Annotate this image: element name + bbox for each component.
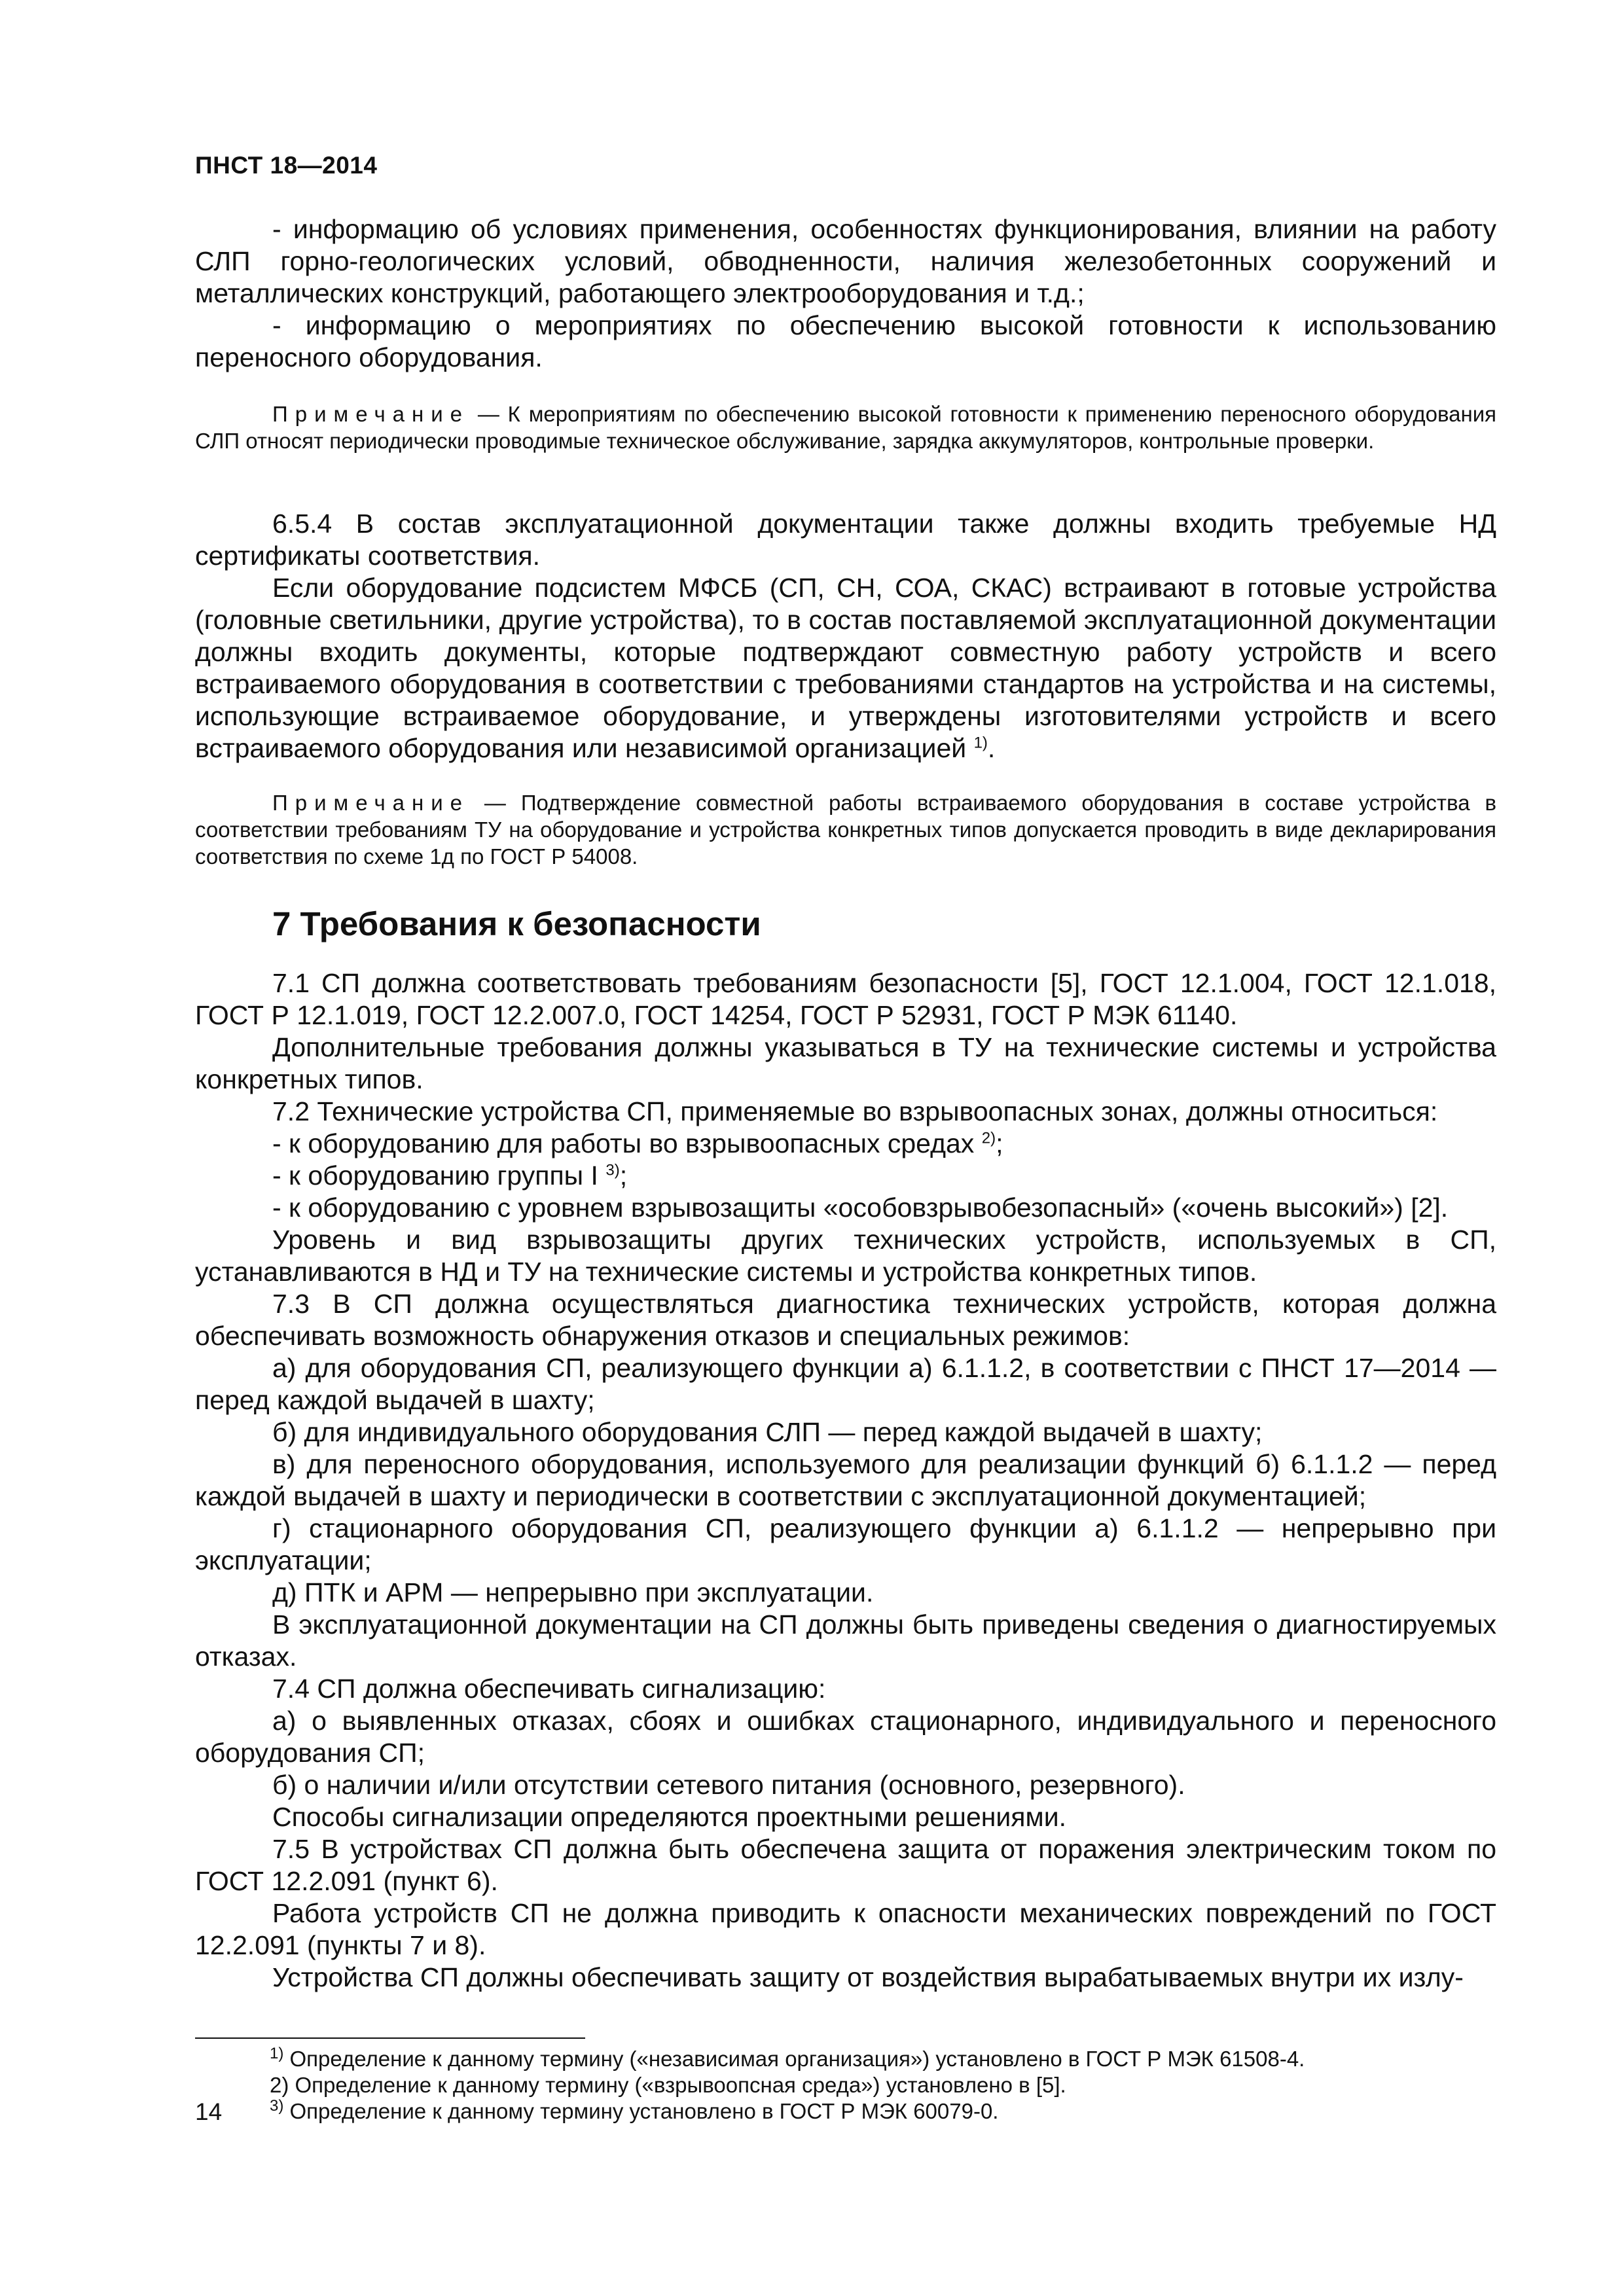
note-block-1 (195, 401, 1496, 454)
footnote-ref: 3) (605, 1161, 620, 1179)
paragraph: 7.4 СП должна обеспечивать сигнализацию: (272, 1674, 826, 1704)
list-item: г) стационарного оборудования СП, реализующего функции а) 6.1.1.2 — непрерывно при эксплуатации; (195, 1513, 1496, 1575)
section-heading: 7 Требования к безопасности (272, 905, 761, 942)
list-item-text: - к оборудованию для работы во взрывоопасных средах (272, 1128, 975, 1158)
paragraph (195, 572, 1496, 764)
footnote-text: Определение к данному термину установлено в ГОСТ Р МЭК 60079-0. (283, 2099, 999, 2123)
list-item: б) для индивидуального оборудования СЛП — перед каждой выдачей в шахту; (272, 1417, 1263, 1447)
paragraph: 6.5.4 В состав эксплуатационной документации также должны входить требуемые НД сертификаты соответствия. (195, 509, 1496, 571)
footnote-mark: 1) (270, 2045, 284, 2062)
list-item: - к оборудованию с уровнем взрывозащиты «особовзрывобезопасный» («очень высокий») [2]. (272, 1193, 1449, 1223)
page-number: 14 (195, 2098, 223, 2125)
paragraph: 7.3 В СП должна осуществляться диагностика технических устройств, которая должна обеспечивать возможность обнаружения отказов и специальных режимов: (195, 1289, 1496, 1351)
list-item: д) ПТК и АРМ — непрерывно при эксплуатации. (272, 1577, 874, 1607)
paragraph: Устройства СП должны обеспечивать защиту от воздействия вырабатываемых внутри их излу- (272, 1962, 1464, 1992)
list-item: а) для оборудования СП, реализующего функции а) 6.1.1.2, в соответствии с ПНСТ 17—2014 — перед каждой выдачей в шахту; (195, 1353, 1496, 1415)
paragraph: Дополнительные требования должны указываться в ТУ на технические системы и устройства конкретных типов. (195, 1032, 1496, 1094)
list-item: в) для переносного оборудования, используемого для реализации функций б) 6.1.1.2 — перед каждой выдачей в шахту и периодически в соответствии с эксплуатационной документацией; (195, 1449, 1496, 1511)
text-block-1 (195, 213, 1496, 374)
text-block-3 (195, 967, 1496, 1994)
note-text: — К мероприятиям по обеспечению высокой готовности к применению переносного оборудования СЛП относят периодически проводимые техническое обслуживание, зарядка аккумуляторов, контрольные проверки. (195, 402, 1496, 453)
note-paragraph (195, 789, 1496, 870)
note-block-2 (195, 789, 1496, 870)
list-item: а) о выявленных отказах, сбоях и ошибках стационарного, индивидуального и переносного оборудования СП; (195, 1706, 1496, 1768)
footnotes (270, 2046, 1500, 2125)
text-block-2 (195, 508, 1496, 764)
note-paragraph (195, 401, 1496, 454)
paragraph: - информацию об условиях применения, особенностях функционирования, влиянии на работу СЛП горно-геологических условий, обводненности, наличия железобетонных сооружений и металлических конструкций, работающего электрооборудования и т.д.; (195, 214, 1496, 308)
paragraph: - информацию о мероприятиях по обеспечению высокой готовности к использованию переносного оборудования. (195, 310, 1496, 372)
list-item (195, 1128, 1496, 1160)
paragraph: 7.1 СП должна соответствовать требованиям безопасности [5], ГОСТ 12.1.004, ГОСТ 12.1.018, ГОСТ Р 12.1.019, ГОСТ 12.2.007.0, ГОСТ 14254, ГОСТ Р 52931, ГОСТ Р МЭК 61140. (195, 968, 1496, 1030)
list-item: б) о наличии и/или отсутствии сетевого питания (основного, резервного). (272, 1770, 1185, 1800)
footnote-3 (270, 2098, 1500, 2125)
paragraph: В эксплуатационной документации на СП должны быть приведены сведения о диагностируемых отказах. (195, 1609, 1496, 1672)
footnote-ref: 1) (973, 734, 988, 752)
paragraph: 7.2 Технические устройства СП, применяемые во взрывоопасных зонах, должны относиться: (272, 1096, 1438, 1126)
footnote-mark: 3) (270, 2097, 284, 2115)
note-label: Примечание (272, 791, 470, 815)
list-item-end: ; (619, 1160, 628, 1191)
footnote-1 (270, 2046, 1500, 2072)
paragraph: Работа устройств СП не должна приводить к опасности механических повреждений по ГОСТ 12.2.091 (пункты 7 и 8). (195, 1898, 1496, 1960)
paragraph: Уровень и вид взрывозащиты других технических устройств, используемых в СП, устанавливаются в НД и ТУ на технические системы и устройства конкретных типов. (195, 1225, 1496, 1287)
paragraph-end: . (987, 733, 996, 763)
list-item-end: ; (996, 1128, 1003, 1158)
paragraph-text: Если оборудование подсистем МФСБ (СП, СН, СОА, СКАС) встраивают в готовые устройства (головные светильники, другие устройства), то в состав поставляемой эксплуатационной документации должны входить документы, которые подтверждают совместную работу устройств и всего встраиваемого оборудования в соответствии с требованиями стандартов на устройства и на системы, использующие встраиваемое оборудование, и утверждены изготовителями устройств и всего встраиваемого оборудования или независимой организацией (195, 573, 1496, 763)
footnote-divider (195, 2037, 585, 2039)
list-item-text: - к оборудованию группы I (272, 1160, 598, 1191)
list-item (195, 1160, 1496, 1192)
note-text: — Подтверждение совместной работы встраиваемого оборудования в составе устройства в соответствии требованиям ТУ на оборудование и устройства конкретных типов допускается проводить в виде декларирования соответствия по схеме 1д по ГОСТ Р 54008. (195, 791, 1496, 869)
note-label: Примечание (272, 402, 470, 426)
document-header-code: ПНСТ 18—2014 (195, 152, 378, 179)
paragraph: 7.5 В устройствах СП должна быть обеспечена защита от поражения электрическим током по ГОСТ 12.2.091 (пункт 6). (195, 1834, 1496, 1896)
footnote-ref: 2) (981, 1129, 996, 1147)
footnote-2: 2) Определение к данному термину («взрывоопсная среда») установлено в [5]. (270, 2073, 1066, 2097)
footnote-text: Определение к данному термину («независимая организация») установлено в ГОСТ Р МЭК 61508-4. (283, 2047, 1305, 2071)
paragraph: Способы сигнализации определяются проектными решениями. (272, 1802, 1066, 1832)
